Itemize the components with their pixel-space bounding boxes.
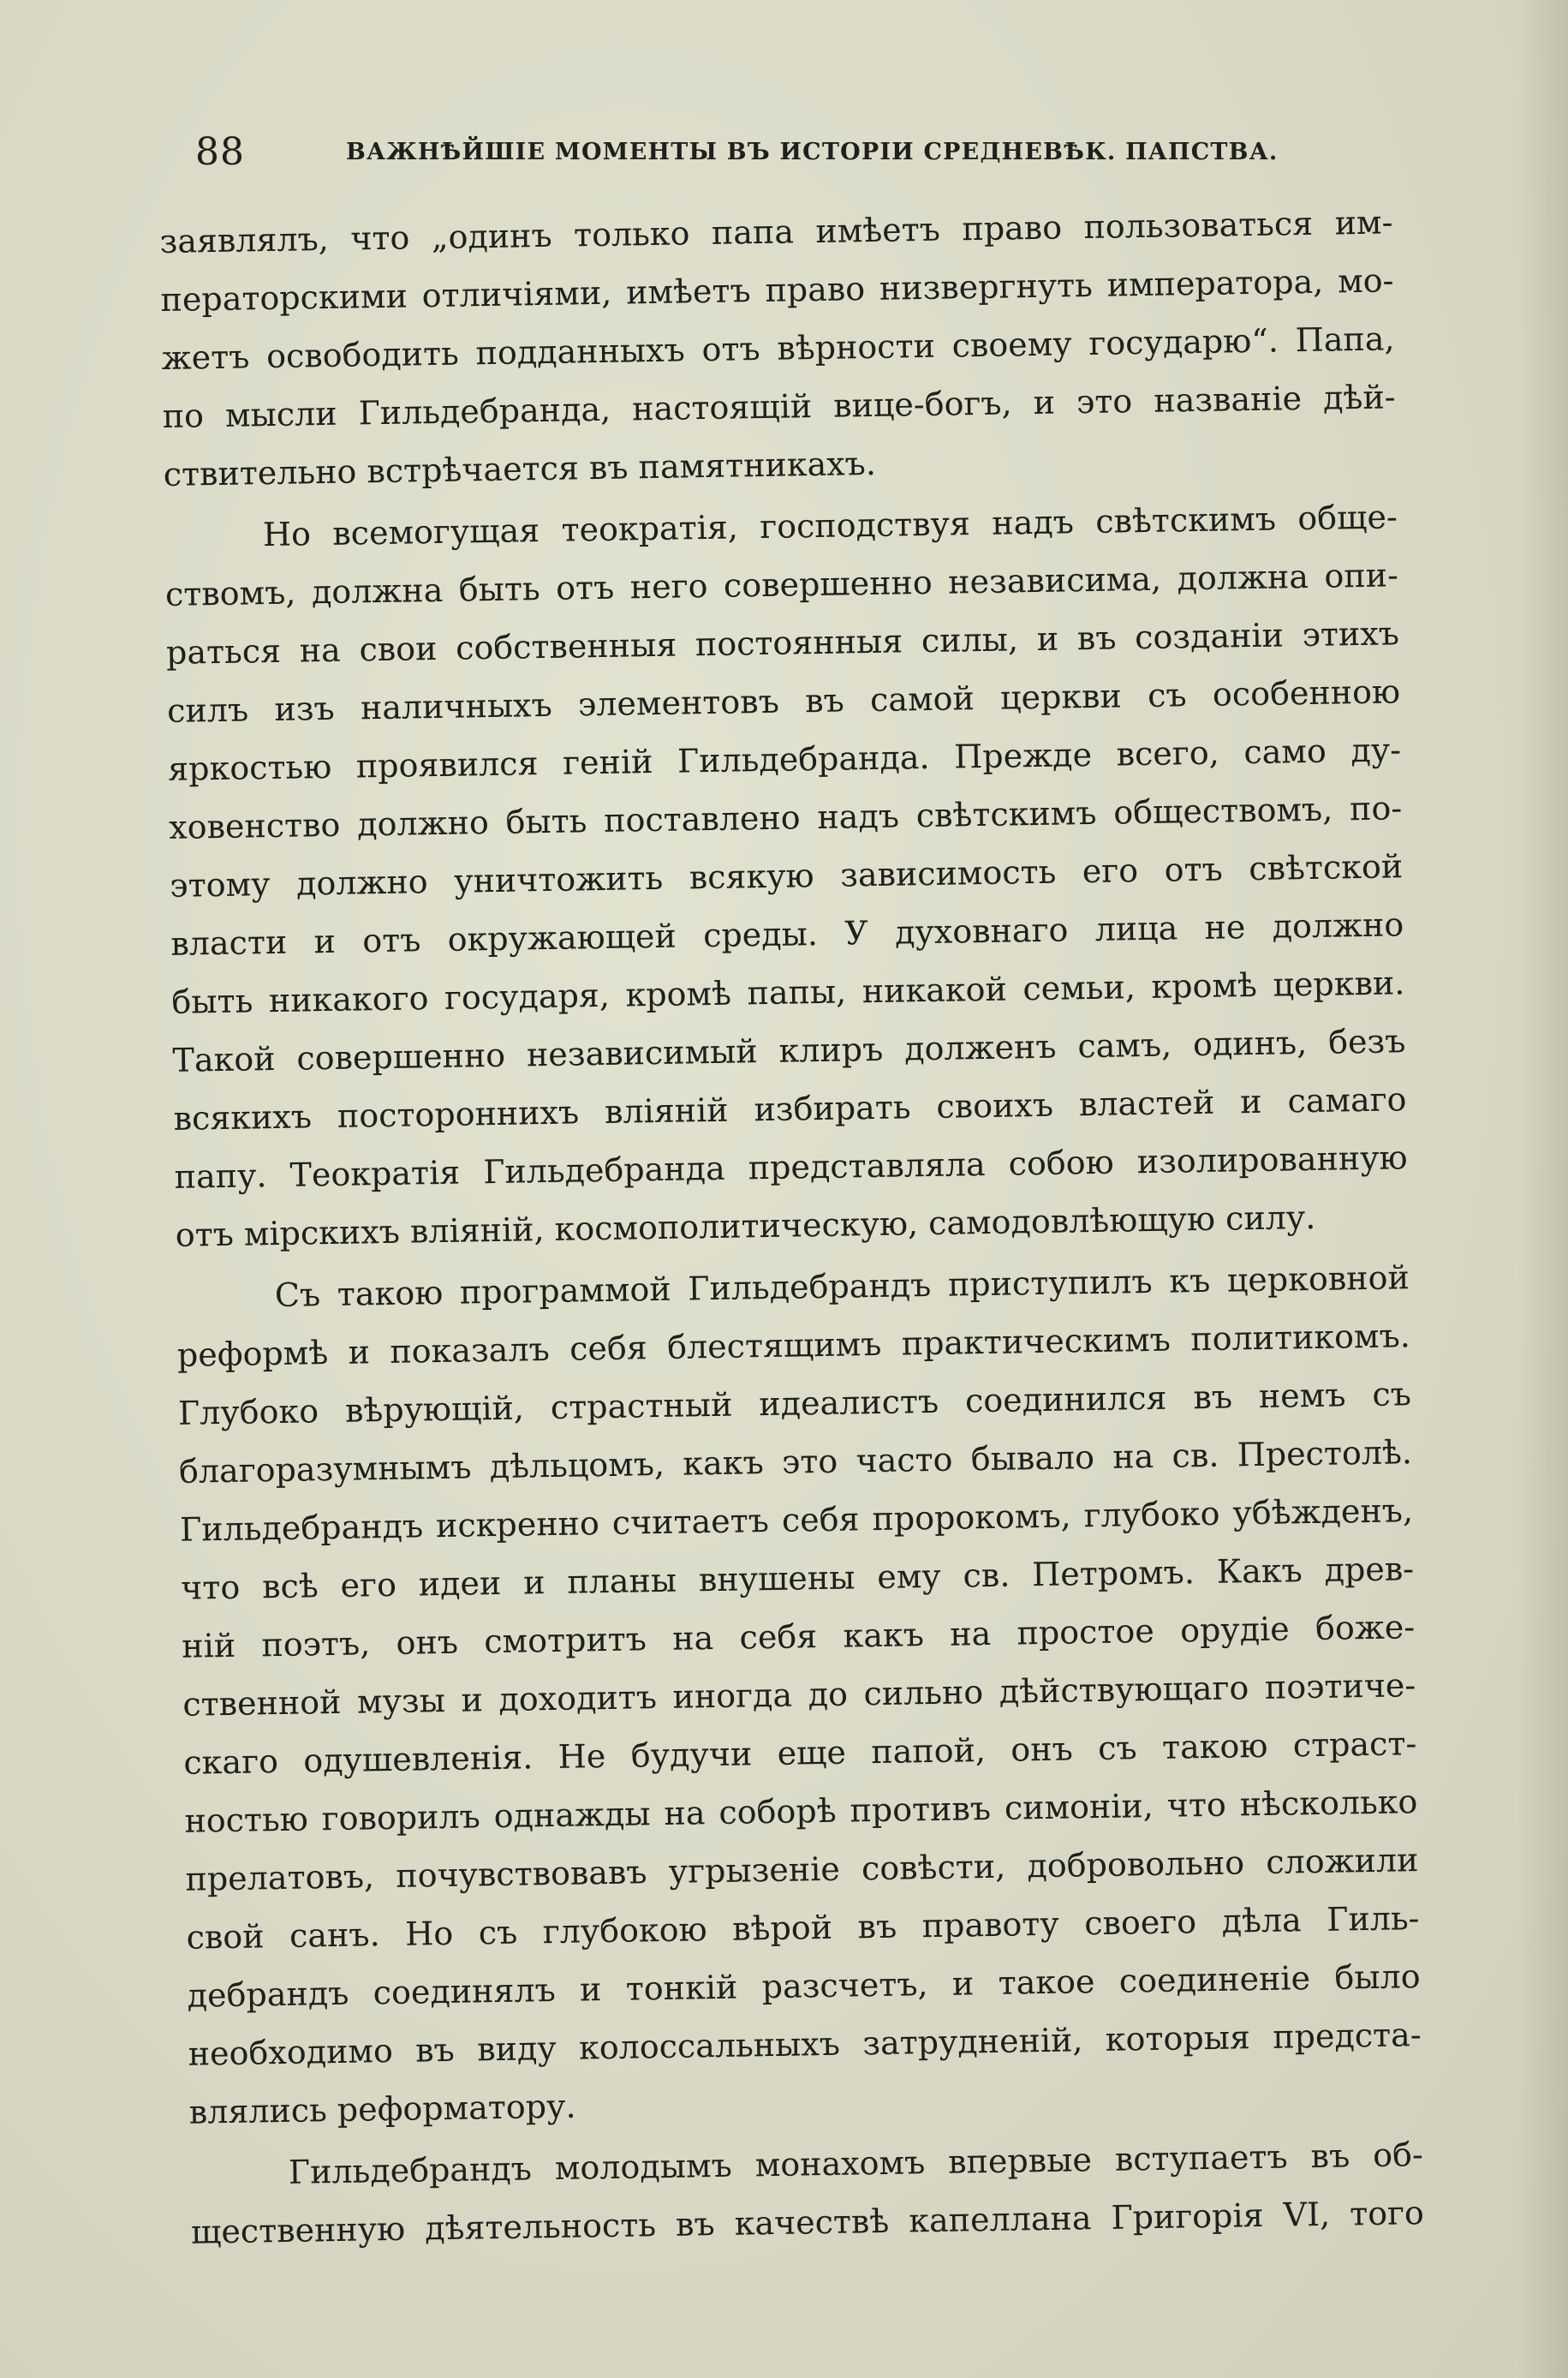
page-edge-shadow <box>1517 0 1568 2378</box>
text-line: ствомъ, должна быть отъ него совершенно независима, должна опи- <box>164 556 1399 613</box>
running-title: ВАЖНѢЙШІЕ МОМЕНТЫ ВЪ ИСТОРІИ СРЕДНЕВѢК. ПАПСТВА. <box>346 139 1279 165</box>
text-line: дебрандъ соединялъ и тонкій разсчетъ, и такое соединеніе было <box>187 1957 1421 2015</box>
text-line: этому должно уничтожить всякую зависимость его отъ свѣтской <box>170 847 1404 905</box>
text-line: что всѣ его идеи и планы внушены ему св. Петромъ. Какъ древ- <box>180 1550 1415 1607</box>
body-text <box>159 193 1424 2261</box>
text-line: силъ изъ наличныхъ элементовъ въ самой церкви съ особенною <box>166 672 1401 730</box>
text-line: Съ такою программой Гильдебрандъ приступилъ къ церковной <box>274 1258 1410 1315</box>
text-line: заявлялъ, что „одинъ только папа имѣетъ право пользоваться им- <box>159 203 1393 260</box>
text-line: щественную дѣятельность въ качествѣ капеллана Григорія VI, того <box>190 2194 1425 2251</box>
text-line: жетъ освободить подданныхъ отъ вѣрности своему государю“. Папа, <box>161 320 1395 377</box>
text-line: свой санъ. Но съ глубокою вѣрой въ правоту своего дѣла Гиль- <box>186 1899 1420 1957</box>
text-line: отъ мірскихъ вліяній, космополитическую, самодовлѣющую силу. <box>175 1198 1316 1254</box>
text-line: Гильдебрандъ молодымъ монахомъ впервые вступаетъ въ об- <box>288 2136 1424 2191</box>
text-line: прелатовъ, почувствовавъ угрызеніе совѣсти, добровольно сложили <box>185 1841 1419 1898</box>
text-line: ховенство должно быть поставлено надъ свѣтскимъ обществомъ, по- <box>168 789 1403 846</box>
text-line: благоразумнымъ дѣльцомъ, какъ это часто бывало на св. Престолѣ. <box>178 1433 1413 1491</box>
text-line: ствительно встрѣчается въ памятникахъ. <box>163 444 877 493</box>
text-line: раться на свои собственныя постоянныя силы, и въ созданіи этихъ <box>165 614 1400 672</box>
text-line: Но всемогущая теократія, господствуя надъ свѣтскимъ обще- <box>262 498 1398 554</box>
page-header <box>195 130 1309 182</box>
text-line: влялись реформатору. <box>188 2087 576 2131</box>
text-line: быть никакого государя, кромѣ папы, никакой семьи, кромѣ церкви. <box>171 964 1405 1021</box>
text-line: папу. Теократія Гильдебранда представляла собою изолированную <box>174 1138 1408 1196</box>
text-line: всякихъ постороннихъ вліяній избирать своихъ властей и самаго <box>173 1080 1407 1138</box>
page-number: 88 <box>195 130 245 174</box>
text-line: необходимо въ виду колоссальныхъ затрудненій, которыя предста- <box>188 2016 1422 2073</box>
text-line: власти и отъ окружающей среды. У духовнаго лица не должно <box>170 905 1404 963</box>
text-line: по мысли Гильдебранда, настоящій вице-богъ, и это названіе дѣй- <box>162 378 1396 435</box>
text-line: реформѣ и показалъ себя блестящимъ практическимъ политикомъ. <box>176 1317 1411 1374</box>
text-line: ператорскими отличіями, имѣетъ право низвергнуть императора, мо- <box>160 261 1394 319</box>
text-line: яркостью проявился геній Гильдебранда. Прежде всего, само ду- <box>167 731 1402 788</box>
text-line: Такой совершенно независимый клиръ долженъ самъ, одинъ, безъ <box>172 1022 1406 1079</box>
text-line: Гильдебрандъ искренно считаетъ себя пророкомъ, глубоко убѣжденъ, <box>179 1491 1414 1549</box>
text-line: ственной музы и доходитъ иногда до сильно дѣйствующаго поэтиче- <box>182 1666 1416 1724</box>
text-line: скаго одушевленія. Не будучи еще папой, онъ съ такою страст- <box>183 1724 1417 1782</box>
text-line: ностью говорилъ однажды на соборѣ противъ симоніи, что нѣсколько <box>184 1783 1418 1840</box>
text-line: ній поэтъ, онъ смотритъ на себя какъ на простое орудіе боже- <box>181 1608 1416 1665</box>
text-line: Глубоко вѣрующій, страстный идеалистъ соединился въ немъ съ <box>177 1375 1412 1432</box>
